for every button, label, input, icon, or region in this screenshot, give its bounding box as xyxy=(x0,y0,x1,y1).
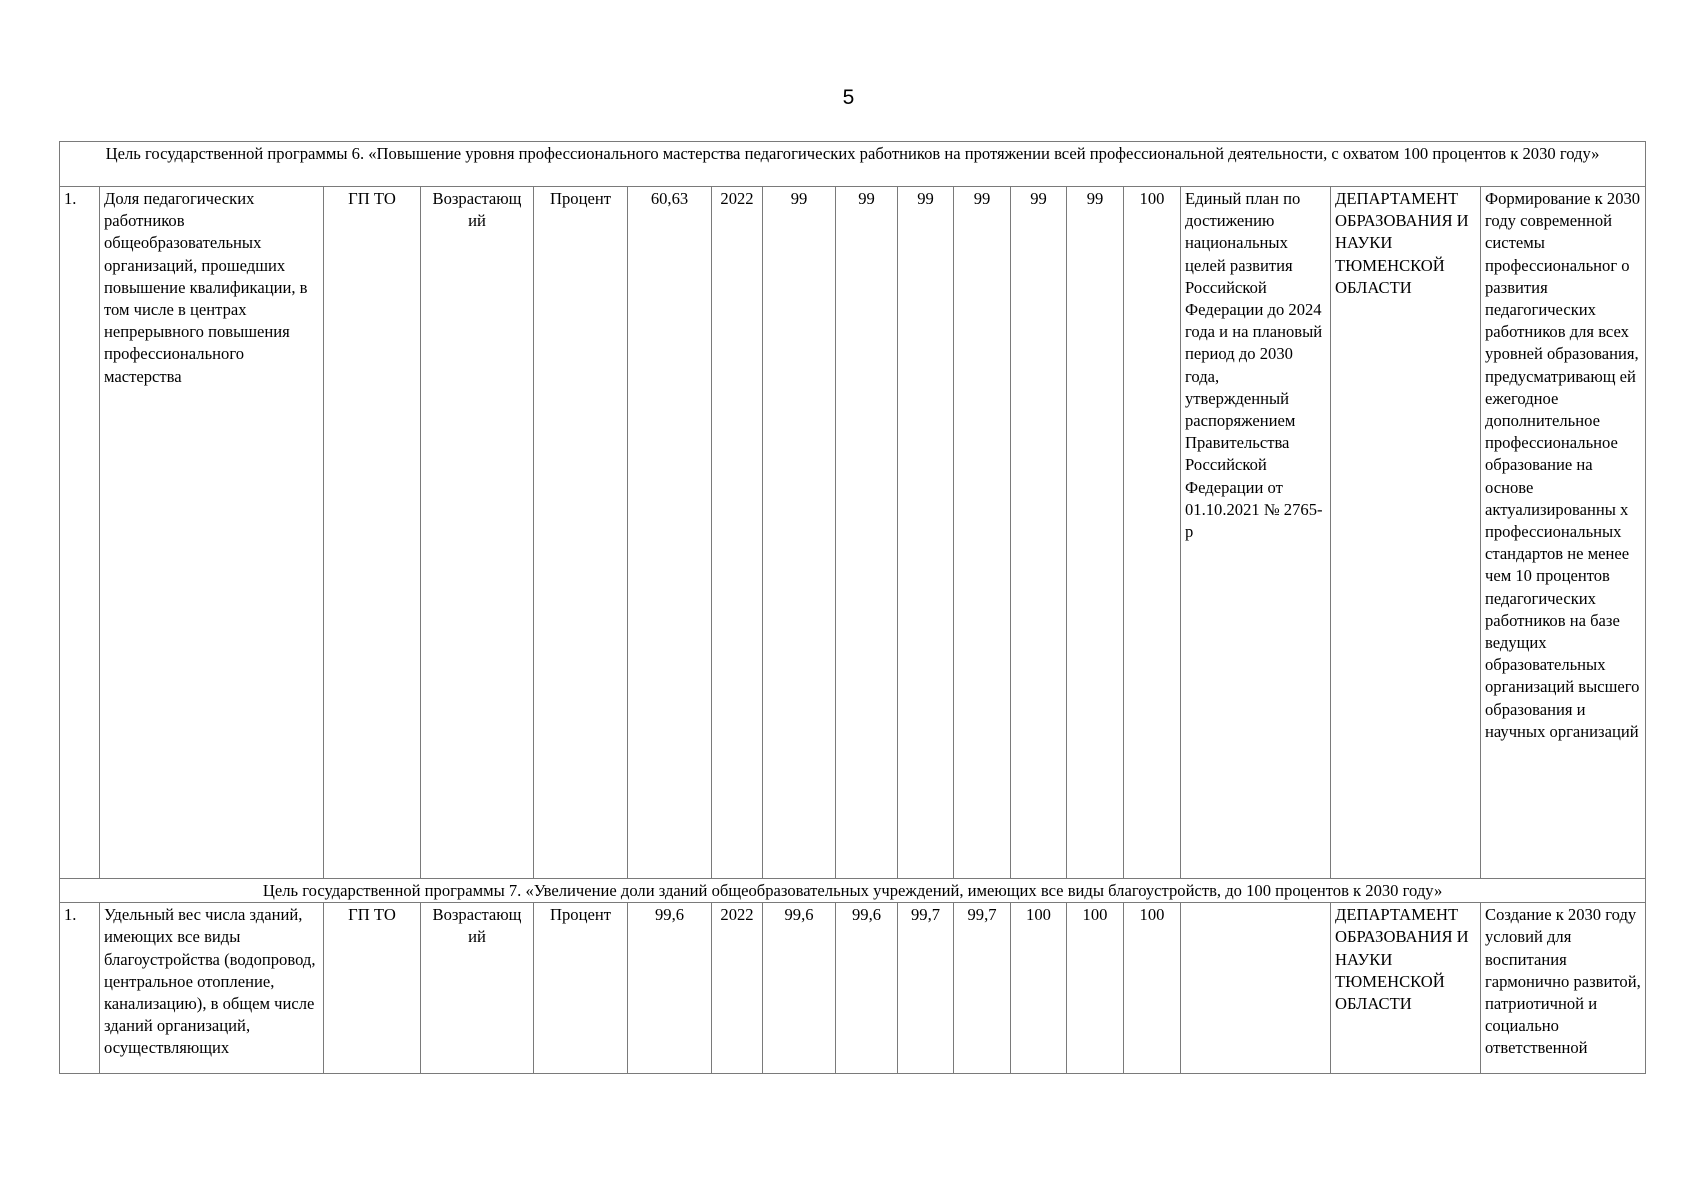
responsible-body: ДЕПАРТАМЕНТ ОБРАЗОВАНИЯ И НАУКИ ТЮМЕНСКОЙ ОБЛАСТИ xyxy=(1331,903,1481,1074)
source-document: Единый план по достижению национальных целей развития Российской Федерации до 2024 года и на плановый период до 2030 года, утвержденный распоряжением Правительства Российской Федерации от 01.10.2021 № 2765-р xyxy=(1181,187,1331,879)
unit: Процент xyxy=(534,187,628,879)
target-value: 100 xyxy=(1124,903,1181,1074)
target-value: 100 xyxy=(1124,187,1181,879)
indicator-name: Удельный вес числа зданий, имеющих все виды благоустройства (водопровод, центральное отопление, канализацию), в общем числе зданий организаций, осуществляющих xyxy=(100,903,324,1074)
base-year: 2022 xyxy=(712,903,763,1074)
goal-row xyxy=(60,879,1646,903)
row-number: 1. xyxy=(60,903,100,1074)
responsible-body: ДЕПАРТАМЕНТ ОБРАЗОВАНИЯ И НАУКИ ТЮМЕНСКОЙ ОБЛАСТИ xyxy=(1331,187,1481,879)
goal-6-title: Цель государственной программы 6. «Повышение уровня профессионального мастерства педагогических работников на протяжении всей профессиональной деятельности, с охватом 100 процентов к 2030 году» xyxy=(60,142,1646,187)
base-value: 99,6 xyxy=(628,903,712,1074)
goal-7-title: Цель государственной программы 7. «Увеличение доли зданий общеобразовательных учреждений, имеющих все виды благоустройств, до 100 процентов к 2030 году» xyxy=(60,879,1646,903)
target-value: 99 xyxy=(898,187,954,879)
base-value: 60,63 xyxy=(628,187,712,879)
table-row xyxy=(60,903,1646,1074)
indicator-level: ГП ТО xyxy=(324,187,421,879)
table-row xyxy=(60,187,1646,879)
indicator-trend: Возрастающ ий xyxy=(421,903,534,1074)
indicator-name: Доля педагогических работников общеобразовательных организаций, прошедших повышение квалификации, в том числе в центрах непрерывного повышения профессионального мастерства xyxy=(100,187,324,879)
target-value: 99 xyxy=(954,187,1011,879)
national-goal-link: Формирование к 2030 году современной системы профессиональног о развития педагогических работников для всех уровней образования, предусматривающ ей ежегодное дополнительное профессиональное образование на основе актуализированны х профессиональных стандартов не менее чем 10 процентов педагогических работников на базе ведущих образовательных организаций высшего образования и научных организаций xyxy=(1481,187,1646,879)
row-number: 1. xyxy=(60,187,100,879)
indicator-trend: Возрастающ ий xyxy=(421,187,534,879)
target-value: 99 xyxy=(836,187,898,879)
source-document xyxy=(1181,903,1331,1074)
target-value: 99,7 xyxy=(954,903,1011,1074)
page-number: 5 xyxy=(842,86,855,109)
target-value: 99 xyxy=(1067,187,1124,879)
indicator-level: ГП ТО xyxy=(324,903,421,1074)
target-value: 99 xyxy=(763,187,836,879)
base-year: 2022 xyxy=(712,187,763,879)
goal-row xyxy=(60,142,1646,187)
target-value: 99 xyxy=(1011,187,1067,879)
target-value: 100 xyxy=(1011,903,1067,1074)
target-value: 99,7 xyxy=(898,903,954,1074)
target-value: 99,6 xyxy=(763,903,836,1074)
national-goal-link: Создание к 2030 году условий для воспитания гармонично развитой, патриотичной и социально ответственной xyxy=(1481,903,1646,1074)
target-value: 100 xyxy=(1067,903,1124,1074)
indicators-table xyxy=(59,141,1646,1074)
target-value: 99,6 xyxy=(836,903,898,1074)
unit: Процент xyxy=(534,903,628,1074)
